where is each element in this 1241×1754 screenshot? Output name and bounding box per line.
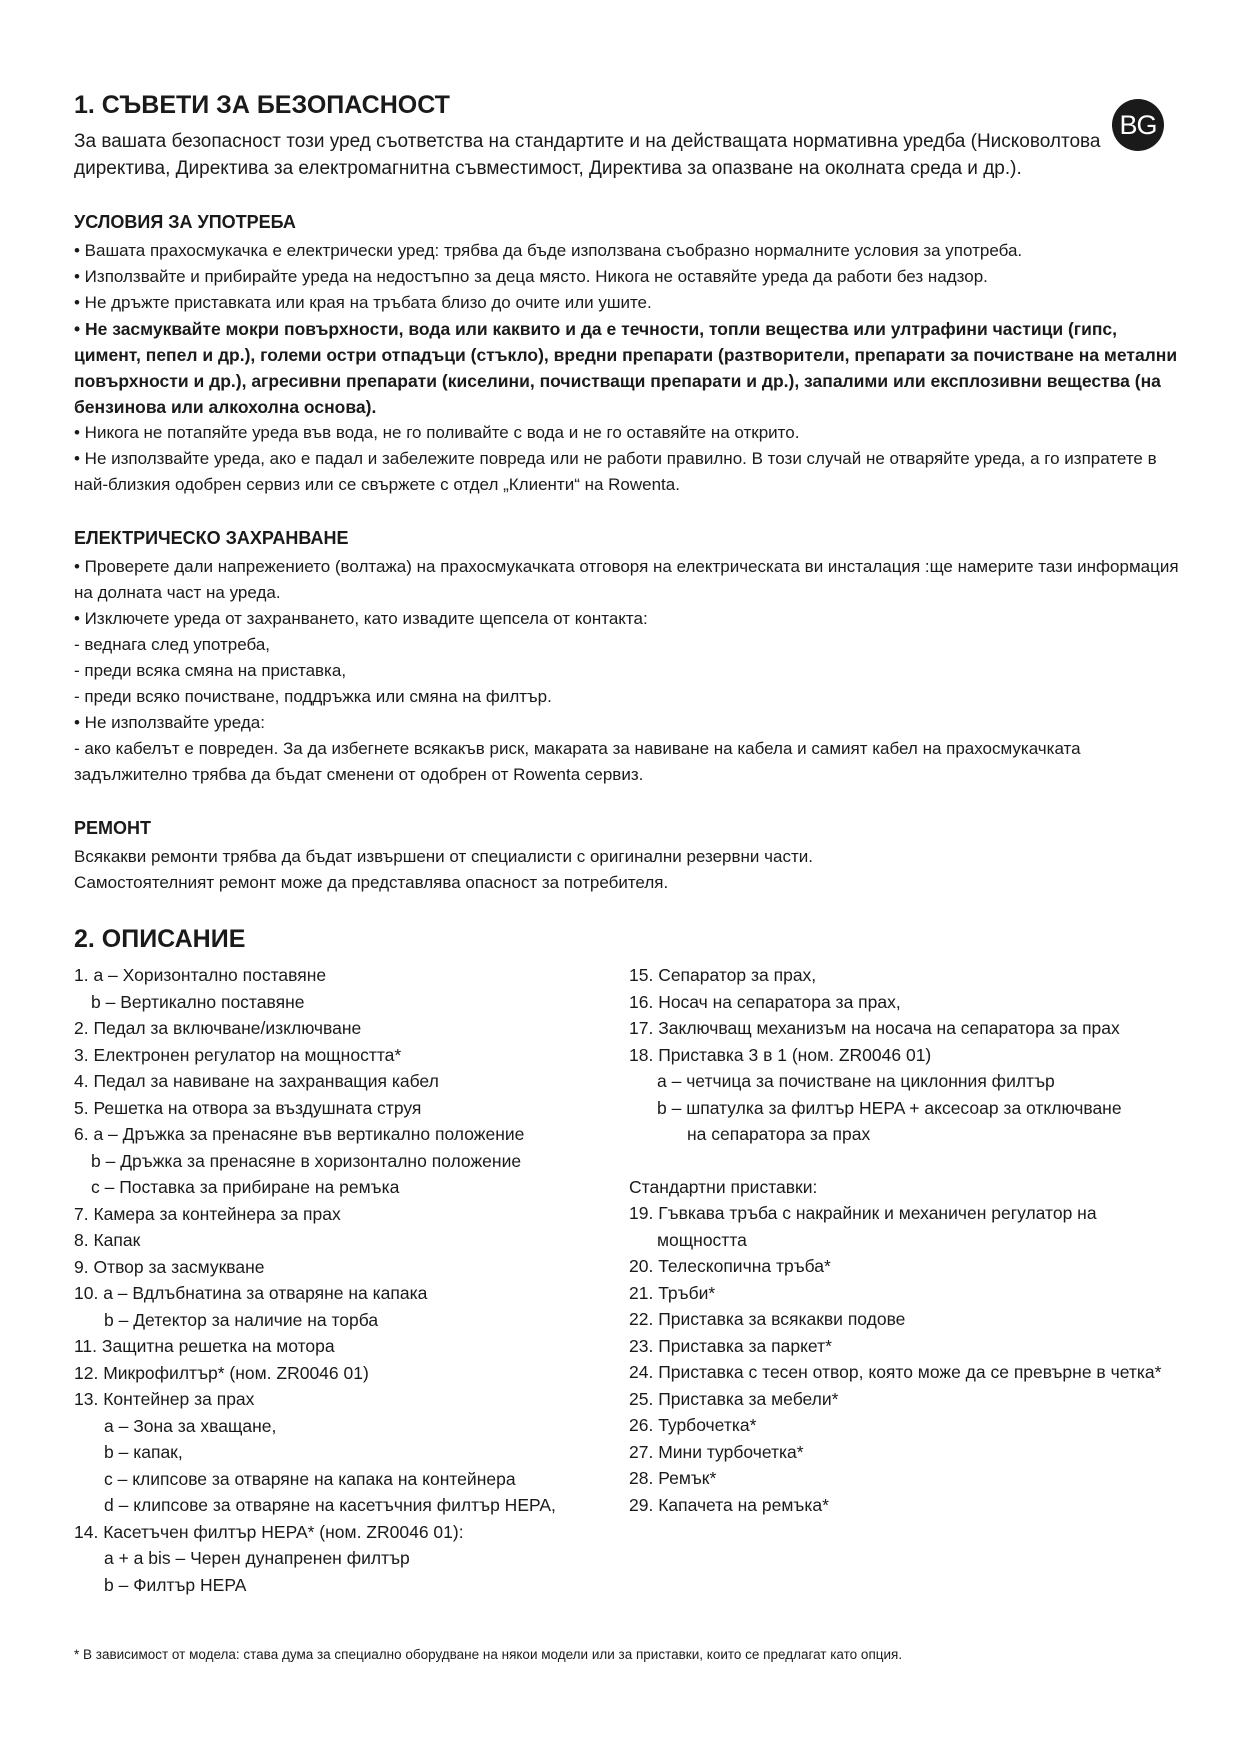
repair-item: Самостоятелният ремонт може да представлява опасност за потребителя. <box>74 873 669 892</box>
part-item: 18. Приставка 3 в 1 (ном. ZR0046 01) <box>629 1044 932 1065</box>
safety-title: 1. СЪВЕТИ ЗА БЕЗОПАСНОСТ <box>74 91 450 119</box>
usage-item: • Използвайте и прибирайте уреда на недостъпно за деца място. Никога не оставяйте уреда да работи без надзор. <box>74 267 988 286</box>
part-item: c – Поставка за прибиране на ремъка <box>91 1177 400 1197</box>
standard-accessories-label: Стандартни приставки: <box>629 1176 818 1197</box>
part-item: 25. Приставка за мебели* <box>629 1388 839 1409</box>
part-item: 15. Сепаратор за прах, <box>629 965 817 985</box>
part-item: 20. Телескопична тръба* <box>629 1256 831 1276</box>
power-item: • Изключете уреда от захранването, като извадите щепсела от контакта: <box>74 609 648 628</box>
repair-section <box>74 816 1184 896</box>
part-item: a + a bis – Черен дунапренен филтър <box>104 1548 410 1568</box>
part-item: 29. Капачета на ремъка* <box>629 1494 829 1515</box>
part-item: 27. Мини турбочетка* <box>629 1441 804 1462</box>
part-item: 10. a – Вдлъбнатина за отваряне на капака <box>74 1283 428 1303</box>
repair-title: РЕМОНТ <box>74 818 152 838</box>
language-badge: BG <box>1112 99 1164 151</box>
usage-item-warning: • Не засмуквайте мокри повърхности, вода или каквито и да е течности, топли вещества или ултрафини частици (гипс, цимент, пепел и др.), големи остри отпадъци (стъкло), вредни препарати (разтворители, препарати за почистване на метални повърхности и др.), агресивни препарати (киселини, почистващи препарати и др.), запалими или експлозивни вещества (на бензинова или алкохолна основа). <box>74 319 1178 417</box>
power-item: • Проверете дали напрежението (волтажа) на прахосмукачката отговоря на електрическата ви инсталация :ще намерите тази информация на долната част на уреда. <box>74 557 1179 602</box>
usage-title: УСЛОВИЯ ЗА УПОТРЕБА <box>74 212 296 232</box>
part-item: c – клипсове за отваряне на капака на контейнера <box>104 1468 516 1489</box>
part-item: 8. Капак <box>74 1230 141 1250</box>
manual-page <box>74 88 1184 1598</box>
part-item: 14. Касетъчен филтър HEPA* (ном. ZR0046 01): <box>74 1521 464 1542</box>
usage-item: • Не дръжте приставката или края на тръбата близо до очите или ушите. <box>74 293 652 312</box>
part-item: 12. Микрофилтър* (ном. ZR0046 01) <box>74 1362 369 1383</box>
part-item: b – шпатулка за филтър HEPA + аксесоар за отключване <box>657 1097 1122 1118</box>
usage-item: • Никога не потапяйте уреда във вода, не го поливайте с вода и не го оставяйте на открито. <box>74 423 800 442</box>
description-title: 2. ОПИСАНИЕ <box>74 925 246 953</box>
safety-intro: За вашата безопасност този уред съответства на стандартите и на действащата нормативна уредба (Нисковолтова директива, Директива за електромагнитна съвместимост, Директива за опазване на околната среда и др.). <box>74 131 1101 179</box>
usage-item: • Не използвайте уреда, ако е падал и забележите повреда или не работи правилно. В този случай не отваряйте уреда, а го изпратете в най-близкия одобрен сервиз или се свържете с отдел „Клиенти“ на Rowenta. <box>74 449 1157 494</box>
part-item: 5. Решетка на отвора за въздушната струя <box>74 1097 422 1118</box>
part-item: 4. Педал за навиване на захранващия кабел <box>74 1071 439 1091</box>
part-item: b – Филтър HEPA <box>104 1574 247 1595</box>
power-item: - веднага след употреба, <box>74 635 271 654</box>
part-item: d – клипсове за отваряне на касетъчния филтър HEPA, <box>104 1495 556 1515</box>
part-item: 17. Заключващ механизъм на носача на сепаратора за прах <box>629 1018 1120 1038</box>
power-item: • Не използвайте уреда: <box>74 713 265 732</box>
part-item: мощността <box>657 1229 747 1250</box>
part-item: 7. Камера за контейнера за прах <box>74 1203 341 1224</box>
power-item: - преди всяко почистване, поддръжка или смяна на филтър. <box>74 687 552 706</box>
description-right-column <box>629 962 1184 1598</box>
part-item: a – четчица за почистване на циклонния филтър <box>657 1071 1055 1091</box>
part-item: 21. Тръби* <box>629 1282 716 1303</box>
footnote: * В зависимост от модела: става дума за специално оборудване на някои модели или за приставки, които се предлагат като опция. <box>74 1647 903 1662</box>
part-item: 6. a – Дръжка за пренасяне във вертикално положение <box>74 1124 525 1144</box>
part-item: 9. Отвор за засмукване <box>74 1256 265 1277</box>
power-title: ЕЛЕКТРИЧЕСКО ЗАХРАНВАНЕ <box>74 528 349 548</box>
part-item: b – Детектор за наличие на торба <box>104 1309 379 1330</box>
part-item: 3. Електронен регулатор на мощността* <box>74 1044 402 1065</box>
part-item: 16. Носач на сепаратора за прах, <box>629 991 901 1012</box>
power-section <box>74 526 1184 788</box>
part-item: 2. Педал за включване/изключване <box>74 1018 362 1038</box>
power-item: - преди всяка смяна на приставка, <box>74 661 347 680</box>
part-item: b – Вертикално поставяне <box>91 991 305 1012</box>
part-item: 24. Приставка с тесен отвор, която може да се превърне в четка* <box>629 1362 1162 1382</box>
usage-section <box>74 210 1184 498</box>
part-item: 28. Ремък* <box>629 1468 717 1488</box>
part-item: на сепаратора за прах <box>687 1124 871 1144</box>
part-item: b – капак, <box>104 1442 183 1462</box>
part-item: b – Дръжка за пренасяне в хоризонтално положение <box>91 1150 522 1171</box>
part-item: 11. Защитна решетка на мотора <box>74 1336 335 1356</box>
repair-item: Всякакви ремонти трябва да бъдат извършени от специалисти с оригинални резервни части. <box>74 847 813 866</box>
part-item: 1. a – Хоризонтално поставяне <box>74 965 327 985</box>
part-item: a – Зона за хващане, <box>104 1415 277 1436</box>
part-item: 13. Контейнер за прах <box>74 1389 255 1409</box>
description-columns <box>74 962 1184 1598</box>
part-item: 19. Гъвкава тръба с накрайник и механичен регулатор на <box>629 1203 1097 1223</box>
part-item: 26. Турбочетка* <box>629 1415 757 1435</box>
usage-item: • Вашата прахосмукачка е електрически уред: трябва да бъде използвана съобразно нормалните условия за употреба. <box>74 241 1023 260</box>
description-left-column <box>74 962 629 1598</box>
power-item: - ако кабелът е повреден. За да избегнете всякакъв риск, макарата за навиване на кабела и самият кабел на прахосмукачката задължително трябва да бъдат сменени от одобрен от Rowenta сервиз. <box>74 739 1081 784</box>
part-item: 23. Приставка за паркет* <box>629 1335 832 1356</box>
part-item: 22. Приставка за всякакви подове <box>629 1309 906 1329</box>
spacer <box>629 1148 1184 1174</box>
